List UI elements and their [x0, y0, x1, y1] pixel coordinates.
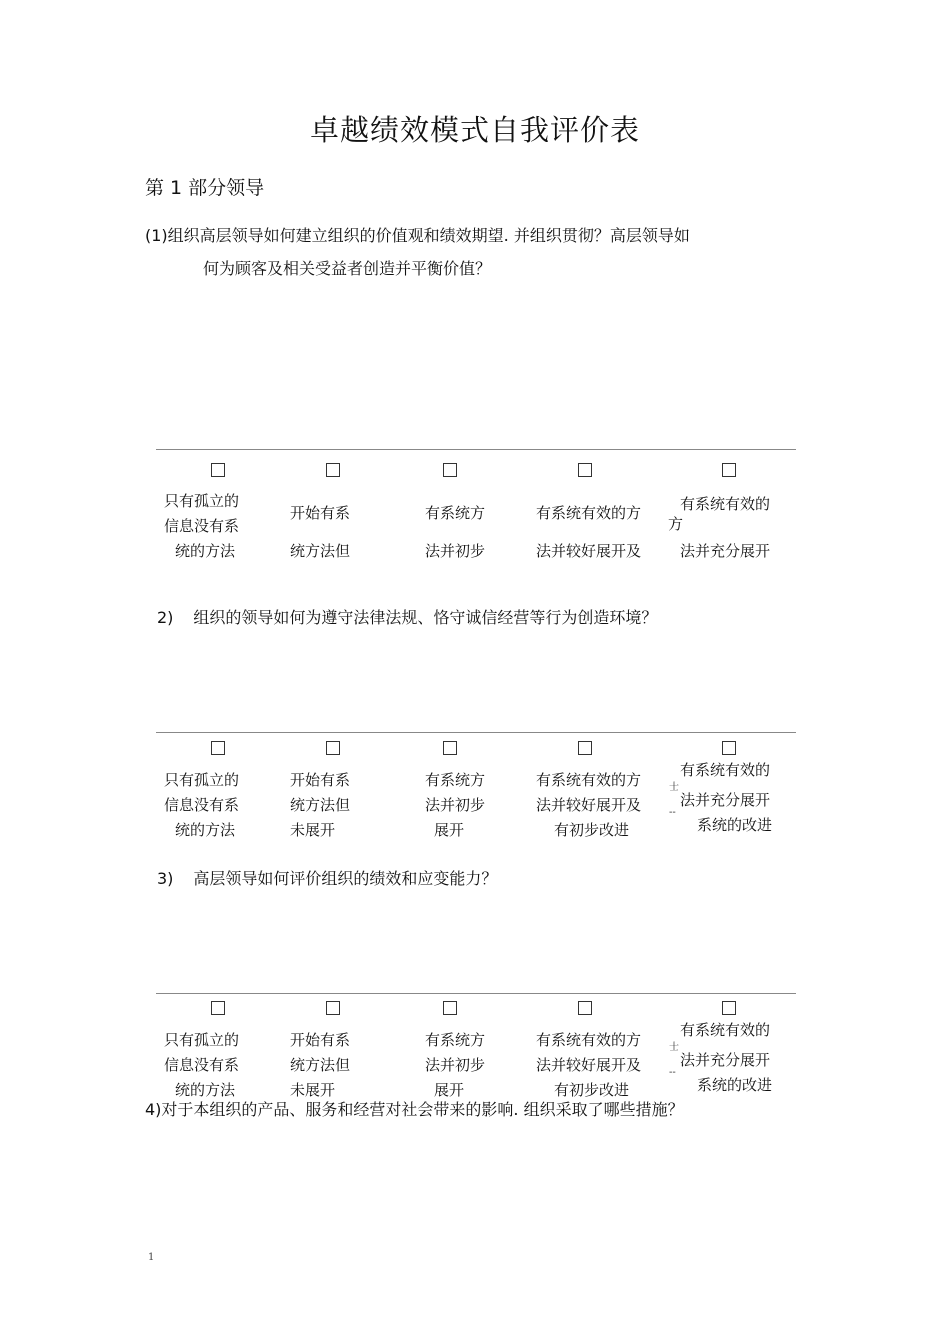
question-2 — [157, 608, 657, 628]
scale-2-option-3-line: 展开 — [434, 821, 465, 839]
scale-3-option-4 — [536, 1028, 641, 1103]
scale-3-checkbox-2[interactable] — [326, 1001, 340, 1015]
scale-2-option-2-line: 统方法但 — [290, 796, 351, 814]
scale-2-checkbox-4[interactable] — [578, 741, 592, 755]
scale-3-divider — [156, 993, 796, 994]
scale-1-option-3-line: 法并初步 — [425, 542, 486, 560]
scale-3-option-5-line: 有系统有效的 — [680, 1021, 771, 1039]
scale-1-checkbox-4[interactable] — [578, 463, 592, 477]
scale-3-option-3-line: 有系统方 — [425, 1031, 486, 1049]
scale-2-option-3-line: 法并初步 — [425, 796, 486, 814]
section-heading: 第 1 部分领导 — [145, 177, 265, 199]
scale-2-option-3-line: 有系统方 — [425, 771, 486, 789]
scale-3-option-1-line: 信息没有系 — [164, 1056, 240, 1074]
scale-3-option-2 — [290, 1028, 350, 1103]
question-1-line-2: 何为顾客及相关受益者创造并平衡价值？ — [203, 259, 492, 278]
scale-2-checkbox-2[interactable] — [326, 741, 340, 755]
scale-3-option-5 — [680, 1018, 772, 1098]
scale-1-option-1 — [164, 489, 239, 564]
scale-1-option-1-line: 统的方法 — [175, 542, 236, 560]
scale-1-divider — [156, 449, 796, 450]
scale-2-option-2-line: 开始有系 — [290, 771, 351, 789]
scale-3-checkbox-4[interactable] — [578, 1001, 592, 1015]
page-number: 1 — [148, 1252, 155, 1263]
scale-2-option-5-line: 系统的改进 — [697, 816, 773, 834]
scale-2-checkbox-3[interactable] — [443, 741, 457, 755]
scale-1-option-5-line: 方 — [668, 515, 684, 533]
scale-1-checkbox-2[interactable] — [326, 463, 340, 477]
scale-3-option-2-line: 开始有系 — [290, 1031, 351, 1049]
question-2-number: 2) — [157, 608, 174, 627]
scale-2-stray-mark: 士 — [669, 782, 679, 793]
scale-3-option-3-line: 法并初步 — [425, 1056, 486, 1074]
question-4 — [145, 1100, 684, 1120]
question-4-text: 对于本组织的产品、服务和经营对社会带来的影响. 组织采取了哪些措施？ — [161, 1100, 684, 1119]
scale-3-stray-mark: 士 — [669, 1042, 679, 1053]
scale-2-option-5 — [680, 758, 772, 838]
scale-2-option-5-line: 法并充分展开 — [680, 791, 771, 809]
scale-2-option-4-line: 有初步改进 — [554, 821, 630, 839]
scale-1-option-1-line: 只有孤立的 — [164, 492, 240, 510]
question-4-number: 4) — [145, 1100, 162, 1119]
scale-2-option-3 — [425, 768, 485, 843]
scale-3-option-4-line: 有初步改进 — [554, 1081, 630, 1099]
scale-3-checkbox-1[interactable] — [211, 1001, 225, 1015]
scale-3-option-3-line: 展开 — [434, 1081, 465, 1099]
scale-1-option-4-line: 有系统有效的方 — [536, 504, 642, 522]
document-title: 卓越绩效模式自我评价表 — [309, 113, 640, 147]
question-3 — [157, 869, 497, 889]
scale-3-option-1-line: 只有孤立的 — [164, 1031, 240, 1049]
scale-1-option-5-line: 法并充分展开 — [680, 542, 771, 560]
scale-3-option-5-line: 法并充分展开 — [680, 1051, 771, 1069]
scale-2-option-2 — [290, 768, 350, 843]
scale-3-option-5-line: 系统的改进 — [697, 1076, 773, 1094]
scale-2-option-2-line: 未展开 — [290, 821, 336, 839]
question-3-text: 高层领导如何评价组织的绩效和应变能力？ — [193, 869, 498, 888]
scale-1-option-5-line: 有系统有效的 — [680, 495, 771, 513]
scale-2-option-1-line: 信息没有系 — [164, 796, 240, 814]
scale-1-checkbox-5[interactable] — [722, 463, 736, 477]
scale-2-option-1 — [164, 768, 239, 843]
scale-3-option-4-line: 有系统有效的方 — [536, 1031, 642, 1049]
scale-3-checkbox-5[interactable] — [722, 1001, 736, 1015]
scale-1-option-2-line: 统方法但 — [290, 542, 351, 560]
scale-2-stray-mark: -- — [669, 807, 676, 818]
scale-2-option-1-line: 统的方法 — [175, 821, 236, 839]
question-1-number: (1) — [145, 226, 168, 245]
scale-2-checkbox-1[interactable] — [211, 741, 225, 755]
scale-3-checkbox-3[interactable] — [443, 1001, 457, 1015]
scale-3-option-2-line: 统方法但 — [290, 1056, 351, 1074]
scale-3-option-2-line: 未展开 — [290, 1081, 336, 1099]
scale-1-checkbox-1[interactable] — [211, 463, 225, 477]
scale-2-option-5-line: 有系统有效的 — [680, 761, 771, 779]
question-1-line-1 — [145, 226, 690, 246]
question-2-text: 组织的领导如何为遵守法律法规、恪守诚信经营等行为创造环境？ — [193, 608, 658, 627]
scale-3-option-4-line: 法并较好展开及 — [536, 1056, 642, 1074]
scale-3-stray-mark: -- — [669, 1067, 676, 1078]
scale-2-option-4 — [536, 768, 641, 843]
question-3-number: 3) — [157, 869, 174, 888]
scale-1-checkbox-3[interactable] — [443, 463, 457, 477]
scale-1-option-3-line: 有系统方 — [425, 504, 486, 522]
scale-2-option-4-line: 有系统有效的方 — [536, 771, 642, 789]
scale-2-divider — [156, 732, 796, 733]
scale-2-option-1-line: 只有孤立的 — [164, 771, 240, 789]
scale-2-checkbox-5[interactable] — [722, 741, 736, 755]
scale-3-option-1-line: 统的方法 — [175, 1081, 236, 1099]
scale-3-option-3 — [425, 1028, 485, 1103]
scale-3-option-1 — [164, 1028, 239, 1103]
question-1-text: 组织高层领导如何建立组织的价值观和绩效期望. 并组织贯彻？高层领导如 — [167, 226, 690, 245]
scale-1-option-1-line: 信息没有系 — [164, 517, 240, 535]
scale-1-option-2-line: 开始有系 — [290, 504, 351, 522]
scale-2-option-4-line: 法并较好展开及 — [536, 796, 642, 814]
scale-1-option-4-line: 法并较好展开及 — [536, 542, 642, 560]
